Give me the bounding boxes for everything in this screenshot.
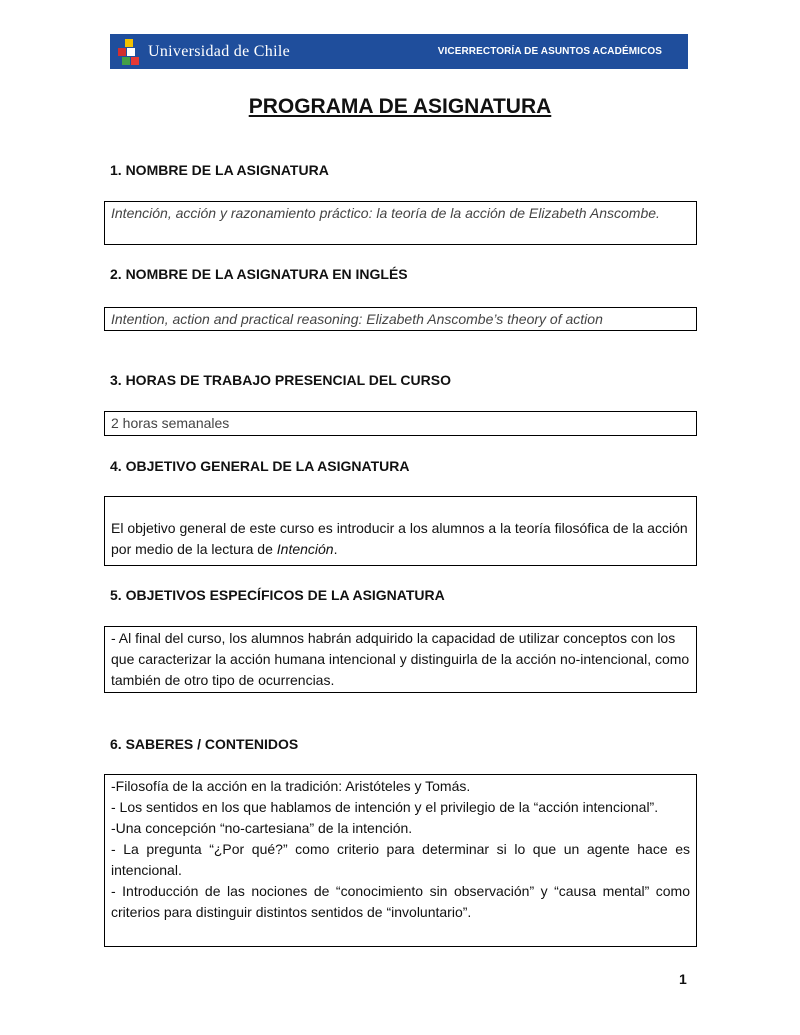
vicerrectoria-label: VICERRECTORÍA DE ASUNTOS ACADÉMICOS <box>437 46 662 57</box>
page-number: 1 <box>679 971 687 987</box>
section-6-box <box>104 774 697 947</box>
section-5-content: - Al final del curso, los alumnos habrán adquirido la capacidad de utilizar conceptos con los que caracterizar la acción humana intencional y distinguirla de la acción no-intencional, como también de otro tipo de ocurrencias. <box>111 630 690 688</box>
content-item: - La pregunta “¿Por qué?” como criterio para determinar si lo que un agente hace es intencional. <box>111 841 690 878</box>
section-3-box <box>104 411 697 436</box>
university-brand <box>118 39 290 65</box>
section-5-box <box>104 626 697 693</box>
page-title: PROGRAMA DE ASIGNATURA <box>248 95 552 118</box>
section-4-emphasis: Intención <box>276 541 334 557</box>
section-4-content <box>111 520 688 557</box>
section-4-text: El objetivo general de este curso es introducir a los alumnos a la teoría filosófica de la acción por medio de la lectura de <box>111 520 688 557</box>
section-4-heading: 4. OBJETIVO GENERAL DE LA ASIGNATURA <box>110 458 410 474</box>
content-item: - Introducción de las nociones de “conocimiento sin observación” y “causa mental” como criterios para distinguir distintos sentidos de “involuntario”. <box>111 883 690 920</box>
section-2-content: Intention, action and practical reasoning: Elizabeth Anscombe’s theory of action <box>111 311 603 327</box>
section-3-content: 2 horas semanales <box>111 415 230 431</box>
section-2-box <box>104 307 697 331</box>
section-5-heading: 5. OBJETIVOS ESPECÍFICOS DE LA ASIGNATURA <box>110 587 445 603</box>
section-3-heading: 3. HORAS DE TRABAJO PRESENCIAL DEL CURSO <box>110 372 451 388</box>
section-1-heading: 1. NOMBRE DE LA ASIGNATURA <box>110 162 329 178</box>
content-item: -Una concepción “no-cartesiana” de la intención. <box>111 820 413 836</box>
content-item: - Los sentidos en los que hablamos de intención y el privilegio de la “acción intencional”. <box>111 799 659 815</box>
university-name: Universidad de Chile <box>148 42 290 60</box>
header-banner <box>110 34 688 69</box>
content-item: -Filosofía de la acción en la tradición: Aristóteles y Tomás. <box>111 778 471 794</box>
university-logo-icon <box>118 39 140 65</box>
section-1-content: Intención, acción y razonamiento práctico: la teoría de la acción de Elizabeth Anscombe. <box>111 205 660 221</box>
section-6-heading: 6. SABERES / CONTENIDOS <box>110 736 299 752</box>
section-1-box <box>104 201 697 245</box>
section-4-box <box>104 496 697 566</box>
section-4-text-end: . <box>333 541 338 557</box>
section-2-heading: 2. NOMBRE DE LA ASIGNATURA EN INGLÉS <box>110 266 408 282</box>
